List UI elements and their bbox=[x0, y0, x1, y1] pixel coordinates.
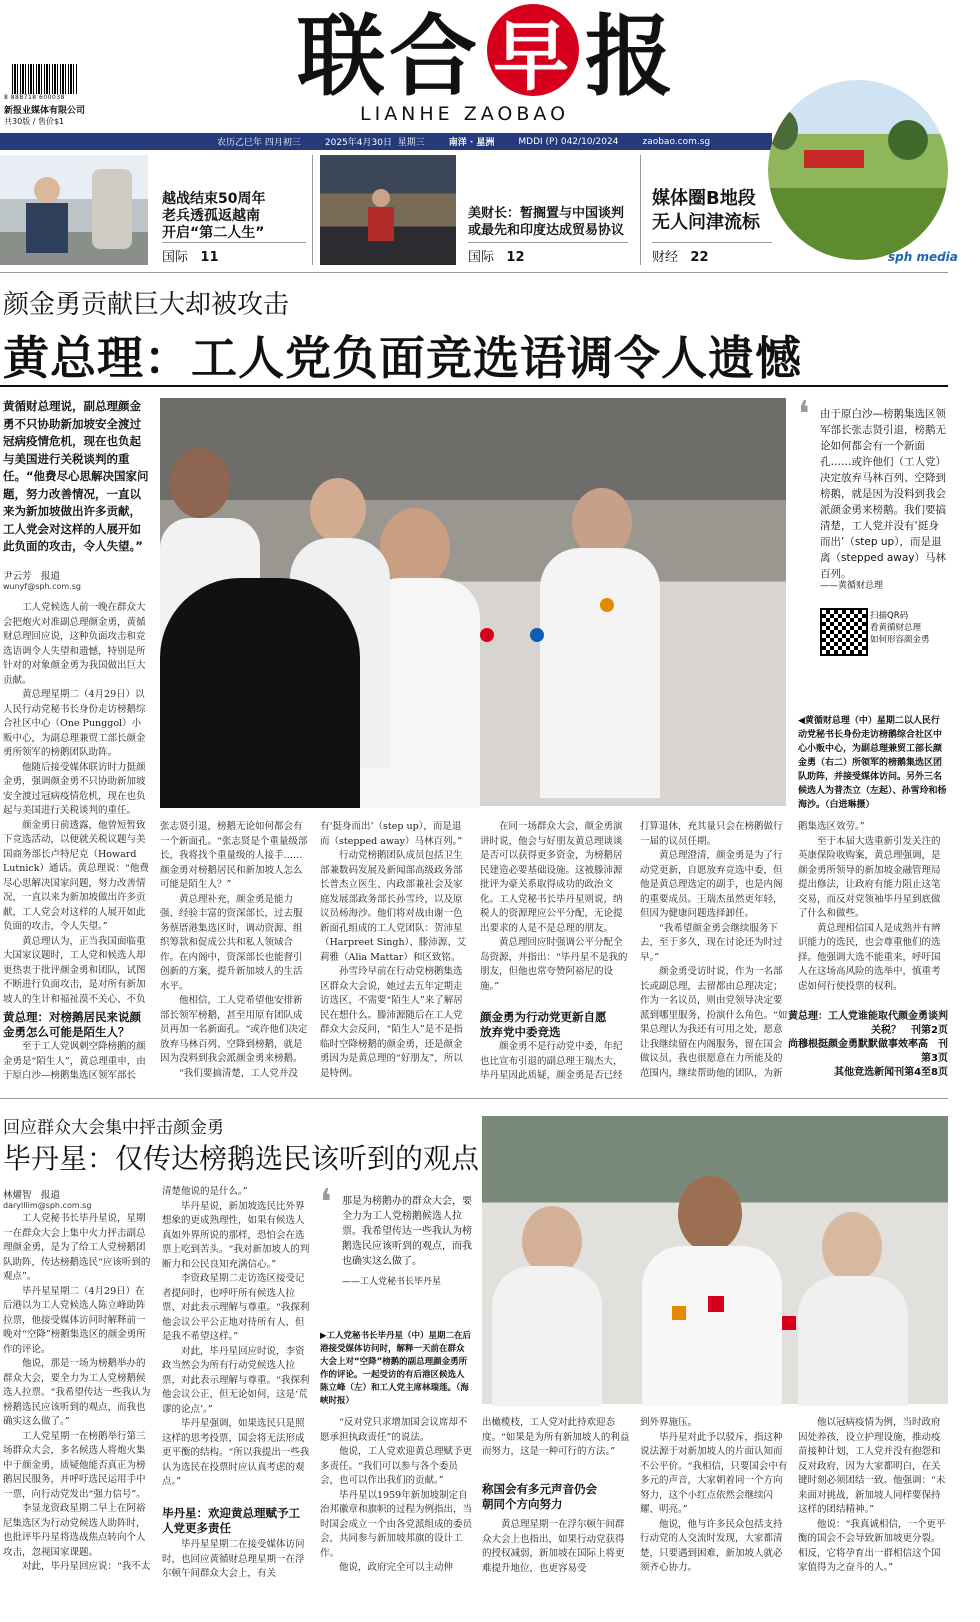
story1-col1b: 至于工人党讽刺空降榜鹅的颜金勇是“陌生人”，黄总理重申，由于原白沙—榜鹅集选区领军部长 bbox=[3, 1041, 146, 1081]
story2-email: darylllim@sph.com.sg bbox=[3, 1201, 92, 1210]
teaser-2-ref bbox=[468, 242, 628, 265]
story2-kicker: 回应群众大会集中抨击颜金勇 bbox=[3, 1118, 224, 1138]
story2-headline[interactable]: 毕丹星：仅传达榜鹅选民该听到的观点 bbox=[3, 1142, 480, 1175]
publisher-name: 新报业媒体有限公司 bbox=[4, 106, 86, 116]
story2-col4-subhead: 称国会有多元声音仍会朝同个方向努力 bbox=[482, 1482, 597, 1511]
story2-col4: 出橄榄枝，工人党对此持欢迎态度。“如果是为所有新加坡人的利益而努力，这是一种可行的方法。” bbox=[482, 1417, 630, 1457]
story1-col2: 张志贤引退，榜鹅无论如何都会有一个新面孔。“张志贤是个重量级部长，我将找个重量级的人接手……颜金勇对榜鹅居民和新加坡人怎么可能是陌生人？” 黄总理补充，颜金勇是能力强、经验丰富的资深部长，过去服务蔡厝港集选区时，调动资源、组织筹款和促成公共和私人领域合作。在内阁中，资深部长也能督引创新的方案，提升新加坡人的生活水平。 他相信，工人党希望他安排新部长领军榜鹅，甚至用原有团队成员再加一名新面孔。“或许他们决定放弃马林百列、空降到榜鹅，就是因为没料到我会派颜金勇来榜鹅。 “我们要搞清楚，工人党并没 bbox=[160, 821, 308, 1079]
teaser-1-page: 11 bbox=[200, 250, 219, 265]
region-label: 南洋 · 星洲 bbox=[448, 138, 495, 148]
logo-english: LIANHE ZAOBAO bbox=[360, 103, 570, 125]
qr-code[interactable] bbox=[820, 608, 868, 656]
story1-rule bbox=[0, 385, 948, 387]
qr-caption: 扫描QR码 看黄循财总理 如何形容颜金勇 bbox=[870, 611, 930, 645]
story1-col5: 打算退休，充其量只会在榜鹅做行一届的议员任期。 黄总理澄清，颜金勇是为了行动党更新，自愿放弃竞选中委，但他是黄总理选定的副手，也是内阁的重要成员。王瑞杰虽然更年轻，但因为健康问题选择卸任。 “我希望颜金勇会继续服务下去，至于多久，现在讨论还为时过早。” 颜金勇受访时说，作为一名部长或副总理，去留都由总理决定；作为一名议员，则由党领导决定要派到哪里服务，扮演什么角色。“如果总理认为我还有可用之处，愿意让我继续留在内阁服务，留在国会做议员，我也很愿意在力所能及的范围内，继续帮助他的团队，为新 bbox=[640, 821, 788, 1079]
story1-related-refs bbox=[780, 1010, 948, 1080]
barcode-number: 8 888718 600038 bbox=[4, 94, 65, 101]
edition-info: 共30版 / 售价$1 bbox=[4, 117, 65, 126]
quote-mark-icon-2: ❛ bbox=[320, 1182, 332, 1223]
teaser-2-page: 12 bbox=[506, 250, 525, 265]
logo-char-1: 联 bbox=[296, 4, 389, 108]
story2-main-photo bbox=[482, 1116, 948, 1404]
story2-byline: 林燿智 报道 bbox=[3, 1190, 61, 1201]
barcode bbox=[12, 64, 78, 94]
story1-col4b: 颜金勇不是行动党中委，年纪也比宣布引退的副总理王瑞杰大，毕丹星因此质疑，颜金勇是否已经 bbox=[480, 1041, 623, 1081]
story1-col3: 有‘挺身而出’（step up），而是退而（stepped away）马林百列。” 行动党榜鹅团队成员包括卫生部兼数码发展及新闻部高级政务部长普杰立医生、内政部兼社会及家庭发展部政务部长孙雪玲，以及原议员杨海沙。他们将对战由谢一色新面孔组成的工人党团队：贺沛星（Harpreet Singh）、滕沛源、艾莉雅（Alia Mattar）和区致铭。 孙雪玲早前在行动党榜鹅集选区群众大会说，她过去五年定期走访选区，不需要“陌生人”来了解居民在想什么。滕沛源随后在工人党群众大会反问，“陌生人”是不是指临时空降榜鹅的颜金勇，还是颜金勇因为是黄总理的“好朋友”，所以是特例。 bbox=[320, 821, 467, 1079]
teaser-1-title: 越战结束50周年 老兵透孤返越南 开启“第二人生” bbox=[162, 191, 266, 241]
related-ref-2[interactable]: 尚穆根挺颜金勇默默做事效率高 刊第3页 bbox=[788, 1039, 948, 1064]
story1-col6: 鹅集选区效劳。” 至于本届大选重新引发关注的英康保险收购案，黄总理强调，是颜金勇所领导的新加坡金融管理局提出修法，让政府有能力阻止这笔交易，而反对党领袖毕丹星到底做了什么和做些。 黄总理相信国人是成熟并有辨识能力的选民，也会尊重他们的选择。他强调大选不能重来，呼吁国人在这场高风险的选举中，慎重考虑如何行使投票的权利。 bbox=[798, 821, 941, 992]
story2-col6: 他以冠病疫情为例，当时政府因处养孩，设立护理设施，推动疫苗接种计划，工人党并没有抱怨和反对政府，因为大家都明白，在关键时刻必须团结一致。他强调：“未来面对挑战，新加坡人同样要保持这样的团结精神。” 他说：“我真诚相信，一个更平衡的国会不会导致新加坡更分裂。相反，它将孕育出一群相信这个国家值得为之奋斗的人。” bbox=[798, 1417, 946, 1573]
related-ref-1[interactable]: 黄总理：工人党谁能取代颜金勇谈判关税？ 刊第2页 bbox=[788, 1011, 948, 1036]
logo-char-4: 报 bbox=[585, 4, 678, 108]
teaser-2-photo bbox=[320, 155, 456, 265]
story2-col2b: 毕丹星星期二在接受媒体访问时，也回应黄循财总理星期一在浮尔顿午间群众大会上，有关 bbox=[162, 1539, 305, 1579]
logo-char-3: 早 bbox=[487, 4, 579, 96]
story1-headline[interactable]: 黄总理：工人党负面竞选语调令人遗憾 bbox=[3, 331, 802, 385]
story-divider bbox=[0, 1098, 948, 1099]
teaser-3-title: 媒体圈B地段 无人问津流标 bbox=[652, 188, 760, 233]
story1-kicker: 颜金勇贡献巨大却被攻击 bbox=[3, 290, 290, 320]
story1-byline: 尹云芳 报道 bbox=[3, 571, 61, 582]
story2-col2: 清楚他说的是什么。” 毕丹星说，新加坡选民比外界想象的更成熟理性，如果有候选人真如外界所说的那样，恐怕会在选票上吃到苦头。“我对新加坡人的判断力和公民良知充满信心。” 李资政星期二走访选区接受记者提问时，也呼吁所有候选人拉票、对此表示理解与尊重。“我探利他会议公平公正地对待所有人，但是我不希望这样。” 对此，毕丹星回应时说，李资政当然会为所有行动党候选人拉票，对此表示理解与尊重。“我探利他会议公正，但无论如何，这是‘荒谬的论点’。” 毕丹星强调，如果选民只是照这样的思考投票，国会将无法形成更平衡的结构。“所以我提出一些我认为选民在投票时应认真考虑的观点。” bbox=[162, 1186, 310, 1487]
newspaper-logo bbox=[272, 0, 702, 108]
issue-date: 2025年4月30日 bbox=[324, 138, 392, 148]
story2-col1: 工人党秘书长毕丹星说，星期一在群众大会上集中火力抨击副总理颜金勇，是为了给工人党榜鹅团队助阵，传达榜鹅选民“应该听到的观点”。 毕丹星星期二（4月29日）在后港以为工人党候选人陈立峰助阵拉票，他接受媒体访问时解释前一晚对“空降”榜鹅集选区的颜金勇所作的评论。 他说，那是一场为榜鹅举办的群众大会，要全力为工人党榜鹅候选人拉票。“我希望传达一些我认为榜鹅选民应该听到的观点，而我也确实这么做了。” 工人党星期一在榜鹅举行第三场群众大会，多名候选人将炮火集中于颜金勇，质疑他能否真正为榜鹅居民服务，并呼吁选民运用手中一票，向行动党发出“强力信号”。 李显龙资政星期二早上在阿裕尼集选区为行动党候选人助阵时，也批评毕丹星将选战焦点转向个人攻击，忽视国家课题。 对此，毕丹星回应说：“我不太 bbox=[3, 1213, 151, 1572]
story2-col5: 到外界施压。 毕丹星对此予以驳斥，指这种说法源于对新加坡人的片面认知而不公平价。“我相信，只要国会中有多元的声音，大家朝着同一个方向努力，这个小红点依然会继续闪耀、明亮。” 他说，他与许多民众包括支持行动党的人交流时发现，大家都清楚，只要遇到困难，新加坡人就必须齐心协力。 bbox=[640, 1417, 788, 1573]
quote-mark-icon: ❛ bbox=[798, 394, 810, 435]
story1-col4: 在同一场群众大会，颜金勇演讲时说，他会与好朋友黄总理谈谈是否可以获得更多资金，为榜鹅居民建造必要基础设施。这被滕沛源批评为豪关系取得成功的政治文化。工人党秘书长毕丹星则说，纳税人的资源理应公平分配，无论提出要求的人是不是总理的朋友。 黄总理回应时强调公平分配全岛资源，并指出：“毕丹星不是我的朋友，但他也常夸赞阿裕尼的设施。” bbox=[480, 821, 628, 992]
teaser-2-section: 国际 bbox=[468, 250, 495, 265]
teaser-1-ref bbox=[162, 242, 306, 265]
sph-media-logo: sph media bbox=[888, 250, 958, 264]
story1-col1: 工人党候选人前一晚在群众大会把炮火对准副总理颜金勇，黄循财总理回应说，这种负面攻击和竞选语调令人失望和遗憾，特别是所针对的对象颜金勇为我国做出巨大贡献。 黄总理星期二（4月29日）以人民行动党秘书长身份走访榜鹅综合社区中心（One Punggol）小贩中心，为副总理兼贸工部长颜金勇所领军的榜鹅团队助阵。 他随后接受媒体联访时力挺颜金勇，强调颜金勇不只协助新加坡安全渡过冠病疫情危机，现在也负起与美国进行关税谈判的重任。 颜金勇日前透露，他曾短暂致下竞选活动，以便就关税议题与美国商务部长卢特尼克（Howard Lutnick）通话。黄总理说：“他费尽心思解决国家问题，努力改善情况，一直以来为新加坡做出许多贡献，工人党会对这样的人展开如此负面的攻击，令人失望。” 黄总理认为，正当我国面临重大国家议题时，工人党和候选人却更热衷于批评颜金勇和团队，试图不断进行负面攻击，是对所有新加坡人的生计和福祉漠不关心、不负 bbox=[3, 602, 149, 1005]
story2-photo-caption: ▶工人党秘书长毕丹星（中）星期二在后港接受媒体访问时，解释一天前在群众大会上对“空降”榜鹅的副总理颜金勇所作的评论。一起受访的有后港区候选人陈立峰（左）和工人党主席林瑞莲。（海峡时报） bbox=[320, 1331, 472, 1406]
mddi-number: MDDI (P) 042/10/2024 bbox=[518, 136, 619, 147]
story1-quote-author: ——黄循财总理 bbox=[820, 581, 884, 591]
story2-col3: “反对党只求增加国会议席却不愿承担执政责任”的说法。 他说，工人党欢迎黄总理赋予更多责任。“我们可以参与各个委员会，也可以作出我们的贡献。” 毕丹星以1959年新加坡制定自治邦徽章和旗帜的过程为例指出，当时国会成立一个由各党派组成的委员会，共同参与新加坡邦旗的设计工作。 他说，政府完全可以主动伸 bbox=[320, 1417, 472, 1573]
teaser-3-page: 22 bbox=[690, 250, 709, 265]
teaser-1[interactable] bbox=[0, 155, 306, 265]
story1-lead: 黄循财总理说，副总理颜金勇不只协助新加坡安全渡过冠病疫情危机，现在也负起与美国进行关税谈判的重任。“他费尽心思解决国家问题，努力改善情况，一直以来为新加坡做出许多贡献，工人党会对这样的人展开如此负面的攻击，令人失望。” bbox=[3, 399, 149, 553]
masthead-bottom-rule bbox=[0, 272, 948, 273]
story1-photo-caption: ◀黄循财总理（中）星期二以人民行动党秘书长身份走访榜鹅综合社区中心小贩中心，为副总理兼贸工部长颜金勇（右二）所领军的榜鹅集选区团队助阵，并接受媒体访问。另外三名候选人为普杰立（左起）、孙雪玲和杨海沙。（白进琳摄） bbox=[798, 716, 947, 810]
teaser-3-section: 财经 bbox=[652, 250, 679, 265]
story2-col4b: 黄总理星期一在浮尔顿午间群众大会上也指出，如果行动党获得的授权减弱，新加坡在国际上将更难提升地位，也更容易受 bbox=[482, 1519, 625, 1574]
story1-pullquote: 由于原白沙—榜鹅集选区领军部长张志贤引退，榜鹅无论如何都会有一个新面孔……或许他们（工人党）决定放弃马林百列、空降到榜鹅，就是因为没料到我会派颜金勇来榜鹅。我们要搞清楚，工人党并没有‘挺身而出’（step up），而是退离（stepped away）马林百列。 bbox=[820, 408, 947, 580]
story1-main-photo bbox=[160, 398, 786, 806]
teaser-2-title: 美财长：暂搁置与中国谈判 或最先和印度达成贸易协议 bbox=[468, 206, 625, 238]
lunar-date: 农历乙巳年 四月初三 bbox=[217, 138, 301, 148]
teaser-1-photo bbox=[0, 155, 148, 265]
story2-quote-author: ——工人党秘书长毕丹星 bbox=[342, 1277, 442, 1287]
logo-char-2: 合 bbox=[388, 4, 481, 108]
teaser-divider-2 bbox=[640, 155, 641, 265]
teaser-divider-1 bbox=[312, 155, 313, 265]
story1-email: wunyf@sph.com.sg bbox=[3, 582, 81, 591]
story1-col1-subhead: 黄总理：对榜鹅居民来说颜金勇怎么可能是陌生人？ bbox=[3, 1010, 141, 1039]
teaser-2[interactable] bbox=[320, 155, 632, 265]
website[interactable]: zaobao.com.sg bbox=[642, 136, 711, 147]
story2-pullquote: 那是为榜鹅办的群众大会，要全力为工人党榜鹅候选人拉票。我希望传达一些我认为榜鹅选民应该听到的观点，而我也确实这么做了。 bbox=[342, 1196, 472, 1267]
teaser-1-section: 国际 bbox=[162, 250, 189, 265]
weekday: 星期三 bbox=[397, 138, 425, 148]
story1-col4-subhead: 颜金勇为行动党更新自愿放弃党中委竞选 bbox=[480, 1010, 607, 1039]
related-ref-3[interactable]: 其他竞选新闻刊第4至8页 bbox=[834, 1067, 948, 1078]
dateline-bar bbox=[0, 133, 772, 150]
story2-col2-subhead: 毕丹星：欢迎黄总理赋予工人党更多责任 bbox=[162, 1506, 300, 1535]
teaser-3-photo bbox=[768, 80, 948, 260]
teaser-3-ref bbox=[652, 242, 772, 265]
